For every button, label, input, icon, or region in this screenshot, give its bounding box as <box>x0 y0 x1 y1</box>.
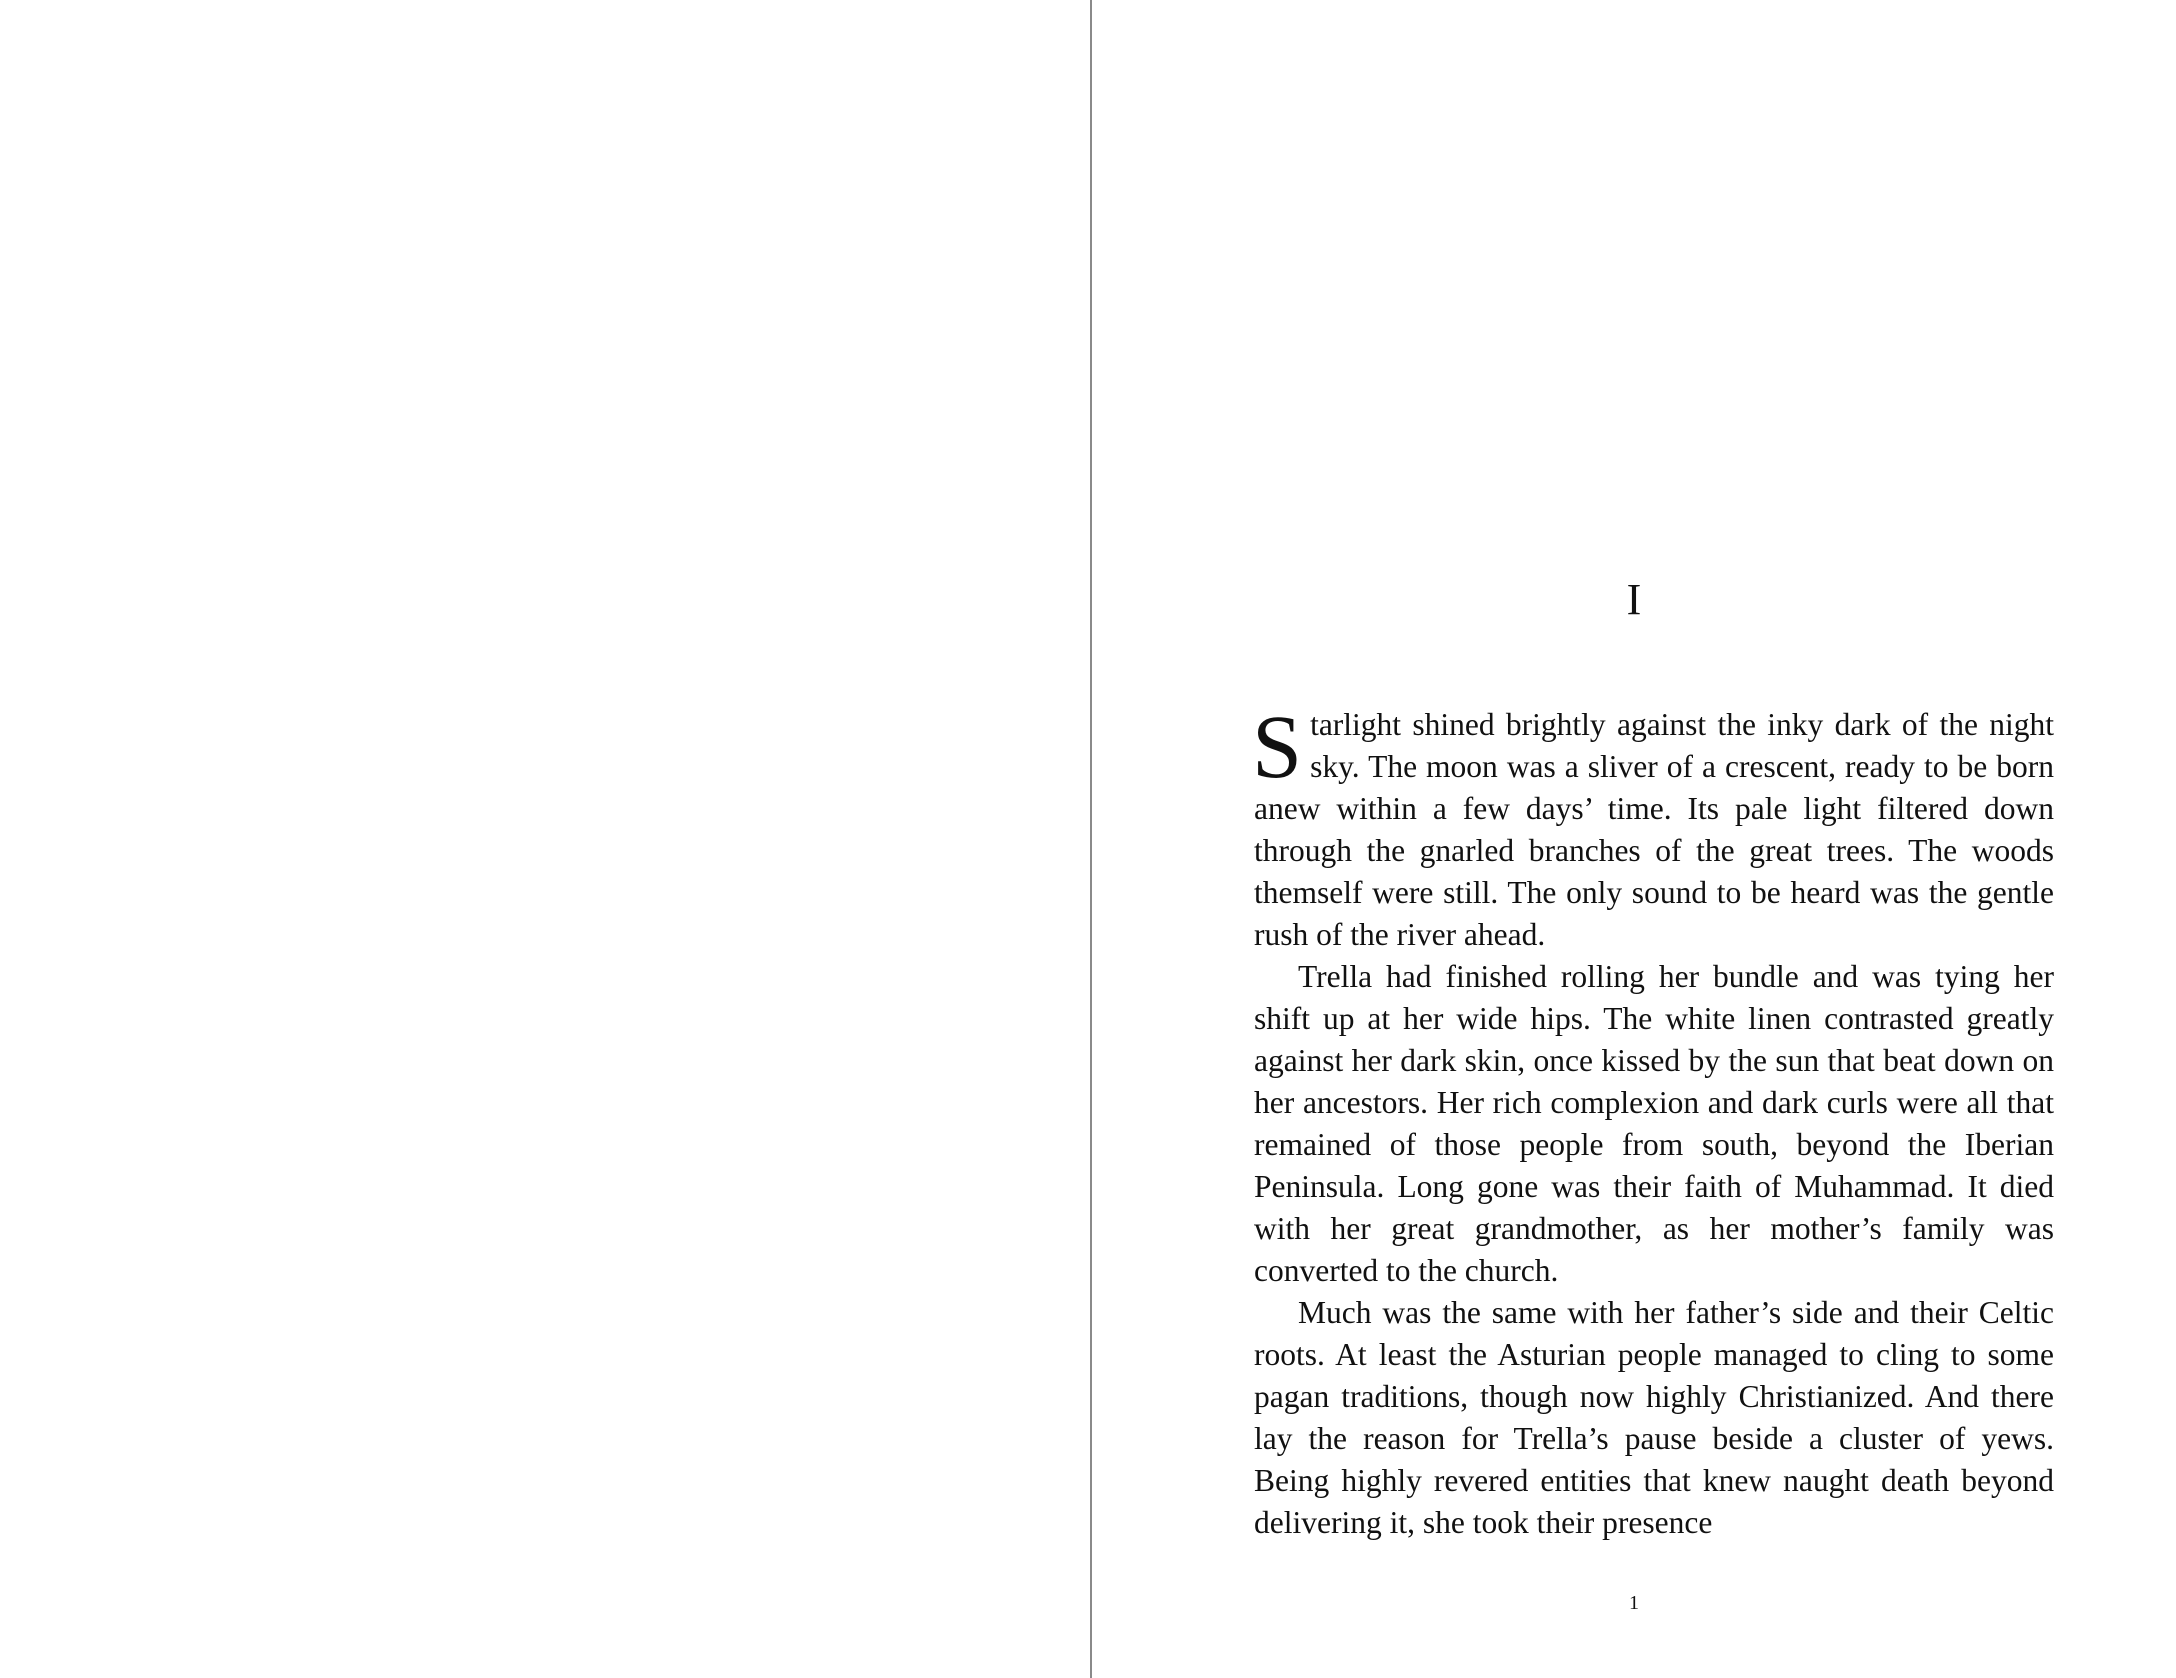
paragraph-1-text: tarlight shined brightly against the inky dark of the night sky. The moon was a sliver of a crescent, ready to be born anew within a few days’ time. Its pale light filtered down through the gnarled branches of the great trees. The woods themself were still. The only sound to be heard was the gentle rush of the river ahead. <box>1254 707 2054 952</box>
paragraph-2: Trella had finished rolling her bundle and was tying her shift up at her wide hips. The white linen contrasted greatly against her dark skin, once kissed by the sun that beat down on her ancestors. Her rich complexion and dark curls were all that remained of those people from south, beyond the Iberian Peninsula. Long gone was their faith of Muhammad. It died with her great grandmother, as her mother’s family was converted to the church. <box>1254 959 2054 1288</box>
right-page <box>1092 0 2176 1678</box>
page-number: 1 <box>1629 1592 1639 1614</box>
paragraph-3: Much was the same with her father’s side and their Celtic roots. At least the Asturian people managed to cling to some pagan traditions, though now highly Christianized. And there lay the reason for Trella’s pause beside a cluster of yews. Being highly revered entities that knew naught death beyond delivering it, she took their presence <box>1254 1295 2054 1540</box>
paragraph-1 <box>1252 698 2054 956</box>
chapter-heading: I <box>1626 575 1642 624</box>
body-text <box>1252 698 2054 1544</box>
drop-cap: S <box>1252 698 1303 797</box>
